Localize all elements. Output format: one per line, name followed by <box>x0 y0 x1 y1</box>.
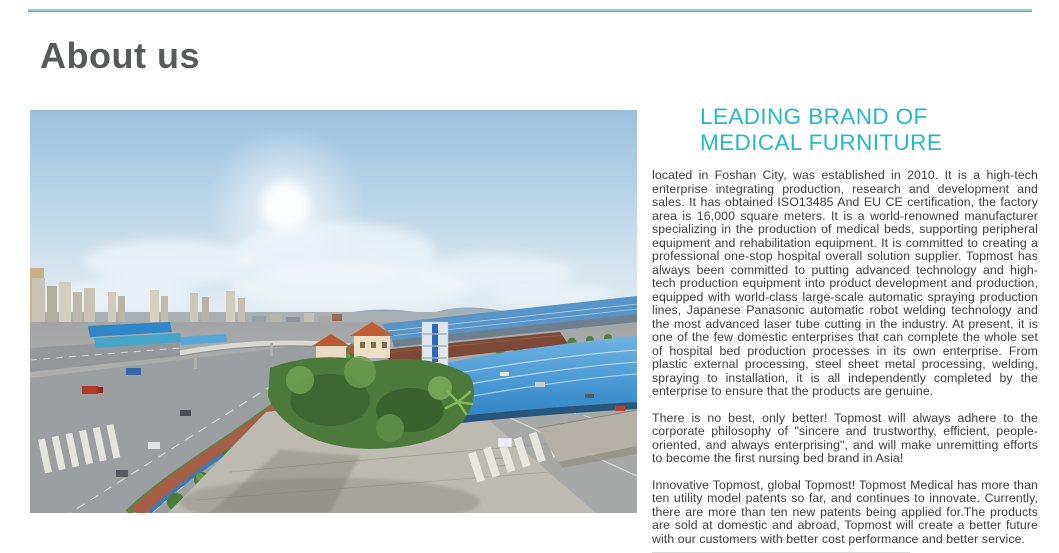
about-paragraph-innovation: Innovative Topmost, global Topmost! Topmost Medical has more than ten utility model patents so far, and continues to innovate. Currently, there are more than ten new patents being applied for.The products are sold at domestic and abroad, Topmost will create a better future with our customers with better cost performance and better service. <box>652 477 1038 546</box>
section-heading-line2: MEDICAL FURNITURE <box>700 130 943 155</box>
about-paragraph-philosophy: There is no best, only better! Topmost will always adhere to the corporate philosophy of "sincere and trustworthy, efficient, people-oriented, and always enterprising", and will make unremitting efforts to become the first nursing bed brand in Asia! <box>652 410 1038 466</box>
about-paragraph-company: located in Foshan City, was established in 2010. It is a high-tech enterprise integrating production, research and development and sales. It has obtained ISO13485 And EU CE certification, the factory area is 16,000 square meters. It is a world-renowned manufacturer specializing in the production of medical beds, supporting peripheral equipment and rehabilitation equipment. It is committed to creating a professional one-stop hospital overall solution supplier. Topmost has always been committed to putting advanced technology and high-tech production equipment into product development and production, equipped with world-class large-scale automatic spraying production lines, Japanese Panasonic automatic robot welding technology and the most advanced laser tube cutting in the industry. At present, it is one of the few domestic enterprises that can complete the whole set of hospital bed production processes in its own enterprise. From plastic external processing, steel sheet metal processing, welding, spraying to installation, it is all independently completed by the enterprise to ensure that the products are genuine. <box>652 168 1038 399</box>
factory-aerial-photo <box>30 110 637 513</box>
section-heading-line1: LEADING BRAND OF <box>700 104 928 129</box>
factory-aerial-photo-graphic <box>30 110 637 513</box>
about-text-column <box>652 104 1038 553</box>
section-heading <box>652 104 1038 156</box>
page-title: About us <box>40 35 200 76</box>
section-divider-line <box>28 9 1032 12</box>
